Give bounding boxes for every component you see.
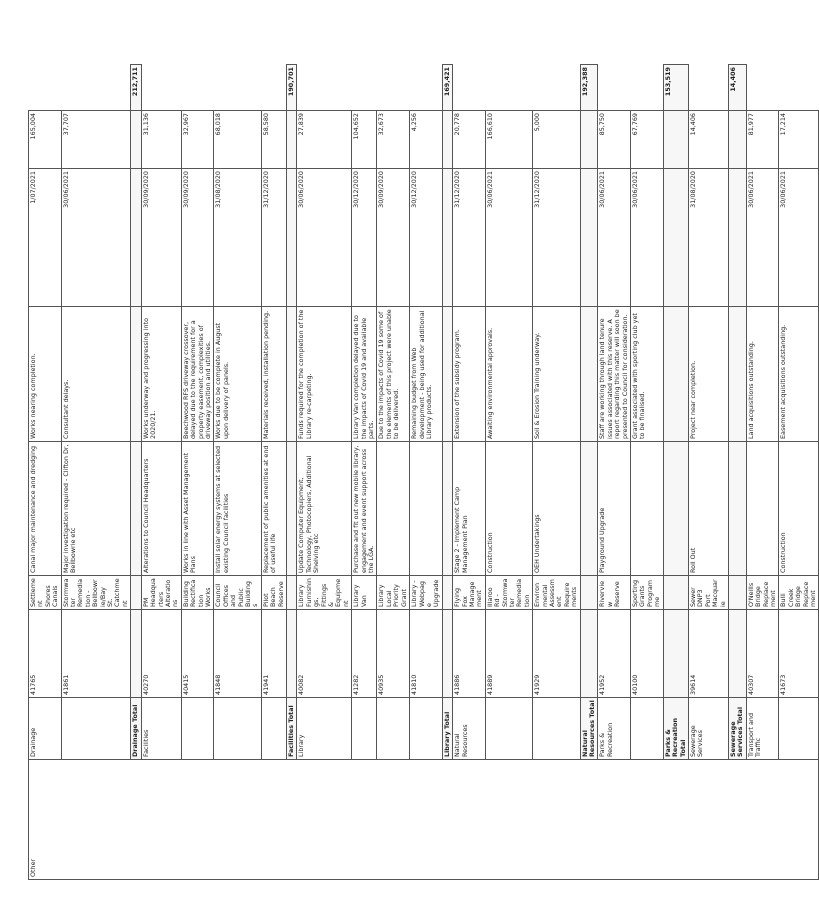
service-cell: Library: [297, 698, 352, 760]
empty-cell: [663, 111, 688, 169]
empty-cell: [131, 111, 141, 169]
empty-cell: [131, 442, 141, 576]
amount-cell: 37,707: [61, 111, 131, 169]
amount-cell: 85,750: [598, 111, 631, 169]
comment-cell: Soil & Erosion Training underway.: [533, 307, 580, 442]
table-row: [533, 65, 580, 880]
completion-date-cell: 31/12/2020: [453, 169, 486, 307]
completion-date-cell: 31/08/2020: [214, 169, 261, 307]
service-cell: [377, 698, 410, 760]
project-name-cell: Sewer DNP3 Port Macquarie: [688, 576, 728, 610]
empty-cell: [580, 111, 598, 169]
empty-cell: [580, 576, 598, 610]
completion-date-cell: 1/07/2021: [29, 169, 62, 307]
amount-cell: 4,256: [410, 111, 443, 169]
project-type-cell: Update Computer Equipment, Technology, Photocopiers, Additional Shelving etc: [297, 442, 352, 576]
comment-cell: Library Van completion delayed due to the impacts of Covid 19 and available parts.: [352, 307, 377, 442]
comment-cell: Funds required for the completion of the Library re-carpeting.: [297, 307, 352, 442]
project-type-cell: Install solar energy systems at selected existing Council facilities: [214, 442, 261, 576]
completion-date-cell: 30/09/2020: [141, 169, 181, 307]
comment-cell: Consultant delays.: [61, 307, 131, 442]
completion-date-cell: 31/12/2020: [261, 169, 286, 307]
comment-cell: Materials received, installation pending.: [261, 307, 286, 442]
table-row: [746, 65, 779, 880]
comment-cell: Works due to be complete in August upon delivery of panels.: [214, 307, 261, 442]
completion-date-cell: 30/06/2021: [598, 169, 631, 307]
total-amount-cell: 14,406: [728, 65, 746, 111]
empty-cell: [287, 307, 297, 442]
service-total-cell: Drainage Total: [131, 698, 141, 760]
empty-cell: [131, 307, 141, 442]
table-row: [485, 65, 532, 880]
project-name-cell: O'Neills Bridge Replacement: [746, 576, 779, 610]
rotated-report-sheet: [28, 65, 817, 880]
project-name-cell: Environmental Assessment Requirements: [533, 576, 580, 610]
empty-cell: [580, 169, 598, 307]
empty-cell: [580, 442, 598, 576]
project-type-cell: [377, 442, 410, 576]
amount-cell: 67,769: [631, 111, 664, 169]
completion-date-cell: 30/06/2021: [61, 169, 131, 307]
comment-cell: Awaiting environmental approvals.: [485, 307, 532, 442]
project-type-cell: Construction: [485, 442, 532, 576]
project-id-cell: 40307: [746, 610, 779, 698]
project-name-cell: Building Rectification Works: [181, 576, 214, 610]
amount-cell: 166,610: [485, 111, 532, 169]
service-cell: [631, 698, 664, 760]
completion-date-cell: 31/08/2020: [688, 169, 728, 307]
empty-cell: [131, 576, 141, 610]
comment-cell: Land acquisitions outstanding.: [746, 307, 779, 442]
service-cell: Drainage: [29, 698, 62, 760]
amount-cell: 104,652: [352, 111, 377, 169]
table-row: [631, 65, 664, 880]
project-name-cell: PM Headquarters Alterations: [141, 576, 181, 610]
amount-cell: 58,580: [261, 111, 286, 169]
empty-cell: [728, 576, 746, 610]
comment-cell: Works nearing completion.: [29, 307, 62, 442]
empty-cell: [663, 576, 688, 610]
empty-cell: [131, 610, 141, 698]
project-name-cell: Illaroo Rd - Stormwater Remediation: [485, 576, 532, 610]
table-row: [214, 65, 261, 880]
project-id-cell: 41765: [29, 610, 62, 698]
project-id-cell: 41673: [779, 610, 819, 698]
amount-cell: 32,967: [181, 111, 214, 169]
service-cell: Natural Resources: [453, 698, 486, 760]
service-cell: Transport and Traffic: [746, 698, 779, 760]
project-type-cell: Works in line with Asset Management Plans: [181, 442, 214, 576]
project-type-cell: [631, 442, 664, 576]
amount-cell: 31,136: [141, 111, 181, 169]
amount-cell: 20,778: [453, 111, 486, 169]
amount-cell: 81,977: [746, 111, 779, 169]
table-row: [261, 65, 286, 880]
project-id-cell: 41861: [61, 610, 131, 698]
project-name-cell: Riverview Reserve: [598, 576, 631, 610]
empty-cell: [580, 610, 598, 698]
table-row: [181, 65, 214, 880]
amount-cell: 17,214: [779, 111, 819, 169]
comment-cell: Due to the impacts of Covid 19 some of the elements of this project were unable to be delivered.: [377, 307, 410, 442]
project-name-cell: Sporting Grants Programme: [631, 576, 664, 610]
project-name-cell: Stormwater Remediation - Bellbowrie/Bay St. Catchment: [61, 576, 131, 610]
total-amount-cell: 153,519: [663, 65, 688, 111]
table-row: [453, 65, 486, 880]
empty-cell: [442, 169, 452, 307]
project-type-cell: Canal major maintenance and dredging: [29, 442, 62, 576]
total-row: [580, 65, 598, 880]
service-cell: Facilities: [141, 698, 181, 760]
completion-date-cell: 30/09/2020: [377, 169, 410, 307]
project-id-cell: 41929: [533, 610, 580, 698]
service-cell: [61, 698, 131, 760]
total-row: [663, 65, 688, 880]
total-row: [131, 65, 141, 880]
project-type-cell: OEH Undertakings: [533, 442, 580, 576]
service-cell: [352, 698, 377, 760]
project-id-cell: 39614: [688, 610, 728, 698]
project-type-cell: Construction: [779, 442, 819, 576]
table-row: [141, 65, 181, 880]
total-amount-cell: 192,388: [580, 65, 598, 111]
completion-date-cell: 30/06/2021: [746, 169, 779, 307]
amount-cell: 27,839: [297, 111, 352, 169]
comment-cell: Remaining budget from Web development - being used for additional Library products.: [410, 307, 443, 442]
empty-cell: [728, 442, 746, 576]
empty-cell: [287, 610, 297, 698]
project-type-cell: Purchase and fit out new mobile library, engagement and event support across the LGA.: [352, 442, 377, 576]
service-cell: [410, 698, 443, 760]
service-cell: [533, 698, 580, 760]
project-name-cell: Flying Fox Management: [453, 576, 486, 610]
table-row: [61, 65, 131, 880]
amount-cell: 32,673: [377, 111, 410, 169]
total-row: [287, 65, 297, 880]
empty-cell: [442, 111, 452, 169]
project-type-cell: Roll Out: [688, 442, 728, 576]
project-name-cell: Council Offices and Public Buildings: [214, 576, 261, 610]
project-name-cell: Library Local Priority Grant: [377, 576, 410, 610]
total-row: [442, 65, 452, 880]
total-amount-cell: 212,711: [131, 65, 141, 111]
table-row: [410, 65, 443, 880]
project-id-cell: 41952: [598, 610, 631, 698]
empty-cell: [287, 576, 297, 610]
empty-cell: [663, 169, 688, 307]
project-id-cell: 40270: [141, 610, 181, 698]
service-total-cell: Facilities Total: [287, 698, 297, 760]
carry-forward-projects-table: [28, 64, 819, 880]
project-name-cell: Library Van: [352, 576, 377, 610]
table-row: [598, 65, 631, 880]
comment-cell: Project near completion.: [688, 307, 728, 442]
completion-date-cell: 30/09/2020: [181, 169, 214, 307]
empty-cell: [728, 307, 746, 442]
table-row: [377, 65, 410, 880]
empty-cell: [287, 169, 297, 307]
empty-cell: [580, 307, 598, 442]
table-row: [779, 65, 819, 880]
project-id-cell: 41848: [214, 610, 261, 698]
empty-cell: [287, 442, 297, 576]
empty-cell: [442, 307, 452, 442]
empty-cell: [287, 111, 297, 169]
service-total-cell: Parks & Recreation Total: [663, 698, 688, 760]
service-cell: [181, 698, 214, 760]
project-type-cell: Playground Upgrade: [598, 442, 631, 576]
table-row: [688, 65, 728, 880]
project-id-cell: 40935: [377, 610, 410, 698]
table-row: [297, 65, 352, 880]
completion-date-cell: 30/06/2020: [297, 169, 352, 307]
empty-cell: [442, 576, 452, 610]
project-id-cell: 41810: [410, 610, 443, 698]
project-name-cell: Bulli Creek Bridge Replacement: [779, 576, 819, 610]
project-type-cell: Stage 2 - Implement Camp Management Plan: [453, 442, 486, 576]
service-total-cell: Natural Resources Total: [580, 698, 598, 760]
table-row: [29, 65, 62, 880]
project-name-cell: Settlement Shores Canals: [29, 576, 62, 610]
comment-cell: Works underway and progressing into 2020/21.: [141, 307, 181, 442]
project-name-cell: Library Furnishings, Fittings & Equipment: [297, 576, 352, 610]
total-row: [728, 65, 746, 880]
empty-cell: [442, 442, 452, 576]
project-id-cell: 41941: [261, 610, 286, 698]
completion-date-cell: 30/06/2021: [631, 169, 664, 307]
empty-cell: [728, 169, 746, 307]
completion-date-cell: 30/12/2020: [410, 169, 443, 307]
project-name-cell: Library - Webpage Upgrade: [410, 576, 443, 610]
completion-date-cell: 31/12/2020: [533, 169, 580, 307]
service-cell: [261, 698, 286, 760]
amount-cell: 5,000: [533, 111, 580, 169]
project-id-cell: 40082: [297, 610, 352, 698]
comment-cell: Easement acquisitions outstanding.: [779, 307, 819, 442]
project-id-cell: 40415: [181, 610, 214, 698]
table-body: [29, 65, 819, 880]
service-cell: Parks & Recreation: [598, 698, 631, 760]
empty-cell: [663, 610, 688, 698]
amount-cell: 14,406: [688, 111, 728, 169]
total-amount-cell: 190,701: [287, 65, 297, 111]
service-total-cell: Library Total: [442, 698, 452, 760]
empty-cell: [663, 307, 688, 442]
project-id-cell: 40100: [631, 610, 664, 698]
project-id-cell: 41282: [352, 610, 377, 698]
amount-cell: 68,018: [214, 111, 261, 169]
project-type-cell: [746, 442, 779, 576]
table-row: [352, 65, 377, 880]
service-cell: Sewerage Services: [688, 698, 728, 760]
comment-cell: Extension of the subsidy program.: [453, 307, 486, 442]
project-type-cell: Replacement of public amenities at end of useful life: [261, 442, 286, 576]
service-cell: [214, 698, 261, 760]
empty-cell: [131, 169, 141, 307]
comment-cell: Staff are working through land tenure issues associated with this reserve. A report regarding this matter will soon be presented to Council for consideration.: [598, 307, 631, 442]
completion-date-cell: 30/06/2021: [485, 169, 532, 307]
comment-cell: Grant associated with sporting club yet to be finalised.: [631, 307, 664, 442]
project-id-cell: 41886: [453, 610, 486, 698]
completion-date-cell: 30/06/2021: [779, 169, 819, 307]
project-name-cell: Pilot Beach Reserve: [261, 576, 286, 610]
comment-cell: Beechwood RFS driveway crossover, delayed due to the requirement for a property easement, complexities of driveway position and utilities.: [181, 307, 214, 442]
total-amount-cell: 169,421: [442, 65, 452, 111]
service-cell: [485, 698, 532, 760]
project-type-cell: Major investigation required - Clifton Dr, Bellbowrie etc: [61, 442, 131, 576]
amount-cell: 165,004: [29, 111, 62, 169]
project-type-cell: Alterations to Council Headquarters: [141, 442, 181, 576]
empty-cell: [728, 610, 746, 698]
completion-date-cell: 30/12/2020: [352, 169, 377, 307]
project-id-cell: 41889: [485, 610, 532, 698]
empty-cell: [442, 610, 452, 698]
empty-cell: [728, 111, 746, 169]
category-cell: Other: [29, 760, 819, 880]
empty-cell: [663, 442, 688, 576]
project-type-cell: [410, 442, 443, 576]
service-cell: [779, 698, 819, 760]
service-total-cell: Sewerage Services Total: [728, 698, 746, 760]
